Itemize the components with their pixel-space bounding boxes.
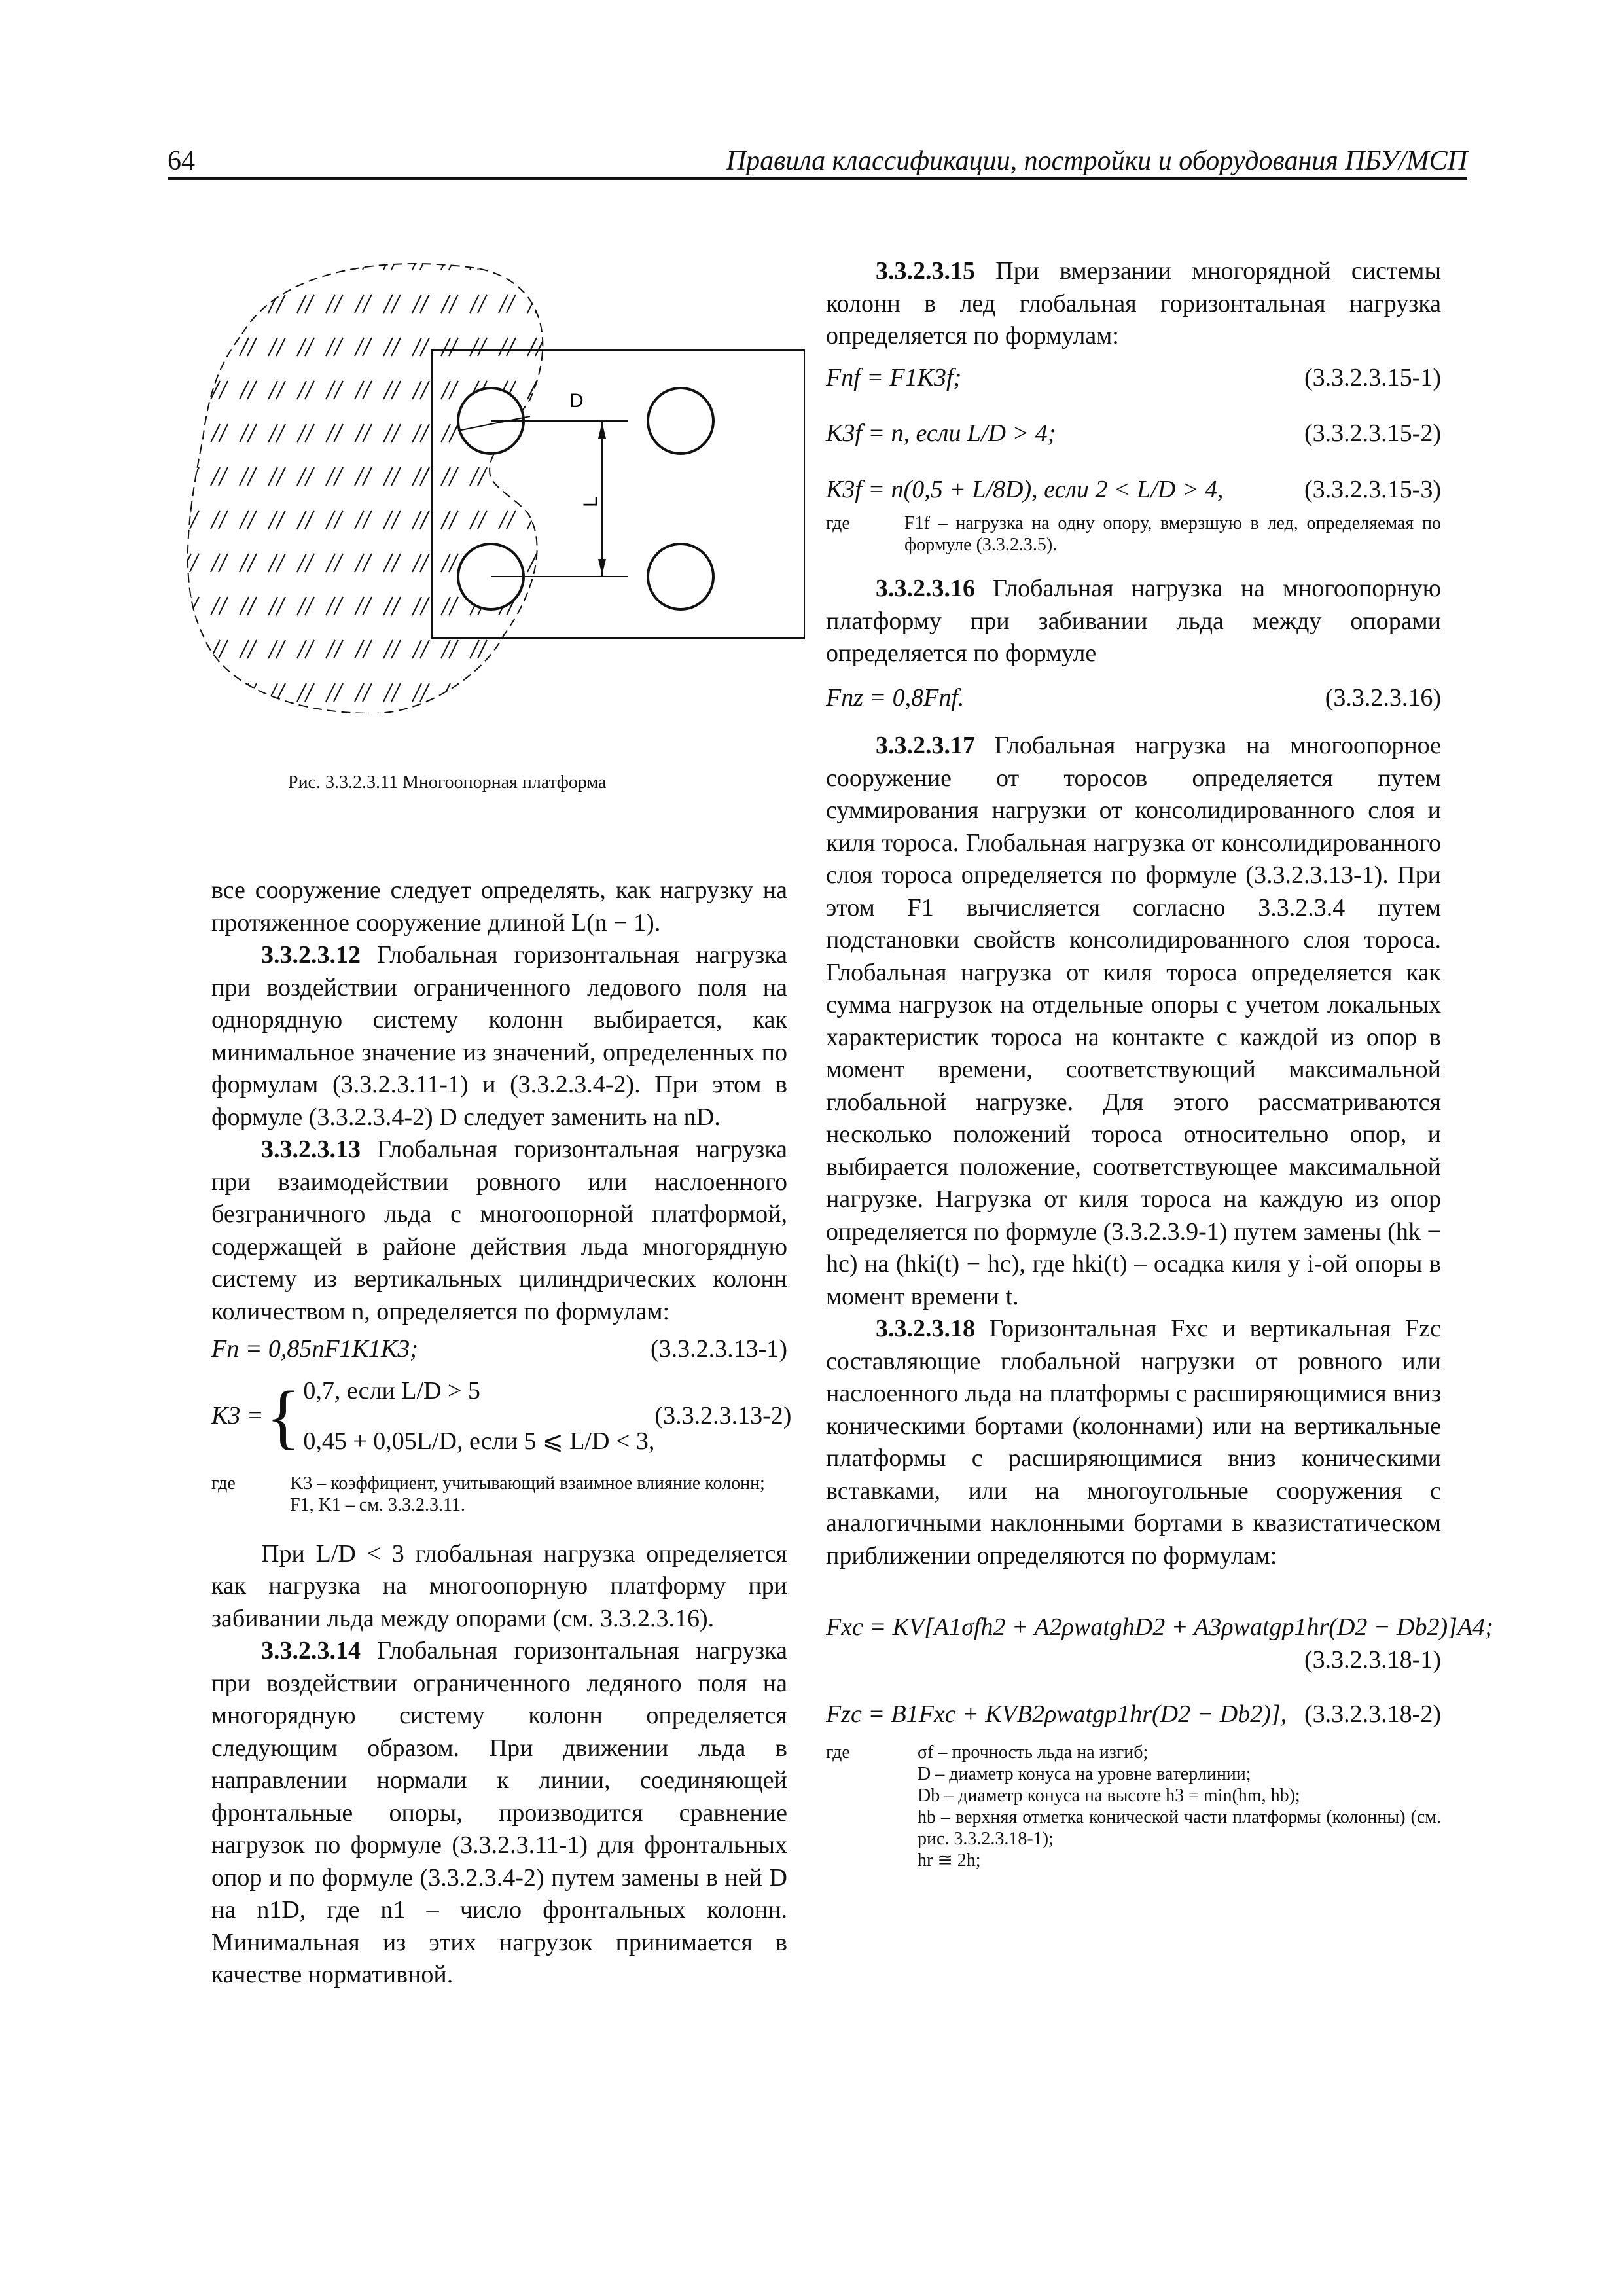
column-4 xyxy=(648,544,713,609)
column-2 xyxy=(648,388,713,454)
formula-15-1: Fnf = F1K3f; (3.3.2.3.15-1) xyxy=(826,363,1441,391)
left-column xyxy=(211,874,792,1992)
where-15: где F1f – нагрузка на одну опору, вмерзшую в лед, определяемая по формуле (3.3.2.3.5). xyxy=(826,513,1441,555)
label-l: L xyxy=(580,496,601,507)
header-rule xyxy=(168,177,1467,180)
ice-field xyxy=(188,264,543,713)
page-number: 64 xyxy=(168,146,195,176)
formula-16: Fnz = 0,8Fnf. (3.3.2.3.16) xyxy=(826,683,1441,711)
section-3-3-2-3-12: 3.3.2.3.12 Глобальная горизонтальная нагрузка при воздействии ограниченного ледового поля на однорядную систему колонн выбирается, как минимальное значение из значений, определенных по формулам (3.3.2.3.11-1) и (3.3.2.3.4-2). При этом в формуле (3.3.2.3.4-2) D следует заменить на nD. xyxy=(211,941,787,1131)
formula-13-1: Fn = 0,85nF1K1K3; (3.3.2.3.13-1) xyxy=(211,1335,787,1363)
section-3-3-2-3-17: 3.3.2.3.17 Глобальная нагрузка на многоопорное сооружение от торосов определяется путем суммирования нагрузки от консолидированного слоя и киля тороса. Глобальная нагрузка от консолидированного слоя тороса определяется по формуле (3.3.2.3.13-1). При этом F1 вычисляется согласно 3.3.2.3.4 путем подстановки свойств консолидированного слоя тороса. Глобальная нагрузка от киля тороса определяется как сумма нагрузок на отдельные опоры с учетом локальных характеристик тороса на контакте с каждой из опор в момент времени, соответствующий максимальной глобальной нагрузке. Для этого рассматриваются несколько положений тороса относительно опор, и выбирается положение, соответствующее максимальной нагрузке. Нагрузка от киля тороса на каждую из опор определяется по формуле (3.3.2.3.9-1) путем замены (hk − hc) на (hki(t) − hc), где hki(t) – осадка киля у i-ой опоры в момент времени t. xyxy=(826,732,1441,1310)
formula-18-2: Fzc = B1Fxc + KVB2ρwatgp1hr(D2 − Db2)], (3.3.2.3.18-2) xyxy=(826,1700,1441,1728)
running-title: Правила классификации, постройки и оборудования ПБУ/МСП xyxy=(726,146,1467,176)
left-para-1: все сооружение следует определять, как нагрузку на протяженное сооружение длиной L(n − 1). xyxy=(211,876,787,937)
formula-18-1: Fxc = KV[A1σfh2 + A2ρwatghD2 + A3ρwatgp1hr(D2 − Db2)]A4; (3.3.2.3.18-1) xyxy=(826,1613,1493,1674)
left-para-ld: При L/D < 3 глобальная нагрузка определяется как нагрузка на многоопорную платформу при забивании льда между опорами (см. 3.3.2.3.16). xyxy=(211,1539,787,1632)
platform-figure xyxy=(177,242,805,713)
section-3-3-2-3-14: 3.3.2.3.14 Глобальная горизонтальная нагрузка при воздействии ограниченного ледяного поля на многорядную систему колонн определяется следующим образом. При движении льда в направлении нормали к линии, соединяющей фронтальные опоры, производится сравнение нагрузок по формуле (3.3.2.3.11-1) для фронтальных опор и по формуле (3.3.2.3.4-2) путем замены в ней D на n1D, где n1 – число фронтальных колонн. Минимальная из этих нагрузок принимается в качестве нормативной. xyxy=(211,1637,787,1988)
where-13: где K3 – коэффициент, учитывающий взаимное влияние колонн; F1, K1 – см. 3.3.2.3.11. xyxy=(211,1473,765,1515)
formula-13-2: K3 = { 0,7, если L/D > 5 0,45 + 0,05L/D, если 5 ⩽ L/D < 3, (3.3.2.3.13-2) xyxy=(211,1376,792,1456)
dim-l-arrow-top xyxy=(598,422,606,439)
section-3-3-2-3-18: 3.3.2.3.18 Горизонтальная Fxc и вертикальная Fzc составляющие глобальной нагрузки от ровного или наслоенного льда на платформы с расширяющимися вниз коническими бортами (колоннами) или на вертикальные платформы с расширяющимися вниз коническими вставками, или на многоугольные сооружения с аналогичными наклонными бортами в квазистатическом приближении определяются по формулам: xyxy=(826,1315,1441,1570)
where-18: где σf – прочность льда на изгиб; D – диаметр конуса на уровне ватерлинии; Db – диаметр конуса на высоте h3 = min(hm, hb); hb – верхняя отметка конической части платформы (колонны) (см. рис. 3.3.2.3.18-1); hr ≅ 2h; xyxy=(826,1742,1441,1871)
section-3-3-2-3-13: 3.3.2.3.13 Глобальная горизонтальная нагрузка при взаимодействии ровного или наслоенного безграничного льда с многоопорной платформой, содержащей в районе действия льда многорядную систему из вертикальных цилиндрических колонн количеством n, определяется по формулам: xyxy=(211,1136,787,1325)
section-3-3-2-3-16: 3.3.2.3.16 Глобальная нагрузка на многоопорную платформу при забивании льда между опорами определяется по формуле xyxy=(826,575,1441,667)
figure-caption: Рис. 3.3.2.3.11 Многоопорная платформа xyxy=(288,772,607,793)
page-header xyxy=(168,145,1467,178)
section-3-3-2-3-15: 3.3.2.3.15 При вмерзании многорядной системы колонн в лед глобальная горизонтальная нагрузка определяется по формулам: xyxy=(826,257,1441,350)
dim-l-arrow-bottom xyxy=(598,559,606,575)
formula-15-3: K3f = n(0,5 + L/8D), если 2 < L/D > 4, (3.3.2.3.15-3) xyxy=(826,475,1441,503)
right-column xyxy=(826,255,1493,1871)
formula-15-2: K3f = n, если L/D > 4; (3.3.2.3.15-2) xyxy=(826,420,1441,447)
label-d: D xyxy=(569,390,584,412)
